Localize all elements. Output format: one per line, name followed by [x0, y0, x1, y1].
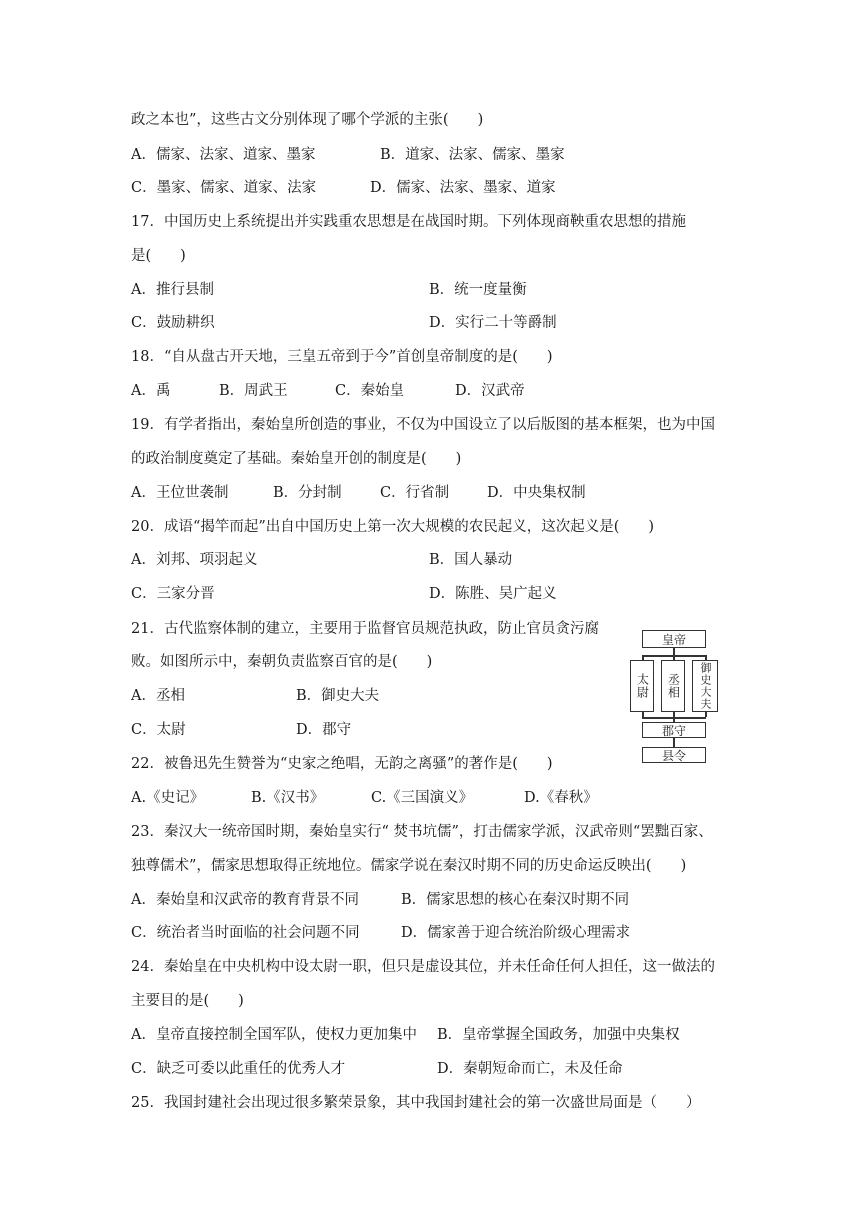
diagram-junshou-box: 郡守	[642, 722, 706, 738]
q22-option-c[interactable]: C.《三国演义》	[371, 790, 474, 806]
q16-option-d[interactable]: D．儒家、法家、墨家、道家	[370, 180, 556, 196]
q23-stem-line2: 独尊儒术”，儒家思想取得正统地位。儒家学说在秦汉时期不同的历史命运反映出( )	[131, 858, 687, 874]
q19-option-b[interactable]: B．分封制	[273, 485, 342, 501]
q17-option-b[interactable]: B．统一度量衡	[429, 282, 527, 298]
q20-option-d[interactable]: D．陈胜、吴广起义	[429, 586, 557, 602]
q24-stem-line2: 主要目的是( )	[131, 993, 244, 1009]
q20-option-a[interactable]: A．刘邦、项羽起义	[131, 552, 258, 568]
q17-option-a[interactable]: A．推行县制	[131, 282, 214, 298]
q19-stem-line2: 的政治制度奠定了基础。秦始皇开创的制度是( )	[131, 451, 462, 467]
q16-option-a[interactable]: A．儒家、法家、道家、墨家	[131, 147, 316, 163]
q16-option-c[interactable]: C．墨家、儒家、道家、法家	[131, 180, 317, 196]
q16-stem: 政之本也”，这些古文分别体现了哪个学派的主张( )	[131, 112, 484, 128]
qin-government-diagram	[628, 630, 720, 766]
q18-stem: 18．“自从盘古开天地，三皇五帝到于今”首创皇帝制度的是( )	[131, 349, 553, 365]
q24-option-c[interactable]: C．缺乏可委以此重任的优秀人才	[131, 1061, 346, 1077]
q16-option-b[interactable]: B．道家、法家、儒家、墨家	[380, 147, 565, 163]
q23-option-c[interactable]: C．统治者当时面临的社会问题不同	[131, 925, 360, 941]
diagram-yushidafu-box: 御史大夫	[692, 660, 718, 712]
q17-stem-line2: 是( )	[131, 248, 186, 264]
q22-option-b[interactable]: B.《汉书》	[251, 790, 325, 806]
q19-option-c[interactable]: C．行省制	[380, 485, 450, 501]
q21-stem-line2: 败。如图所示中，秦朝负责监察百官的是( )	[131, 654, 433, 670]
q21-option-b[interactable]: B．御史大夫	[296, 688, 380, 704]
diagram-xianling-box: 县令	[642, 747, 706, 763]
diagram-emperor-box: 皇帝	[642, 630, 706, 648]
q17-stem-line1: 17．中国历史上系统提出并实践重农思想是在战国时期。下列体现商鞅重农思想的措施	[131, 214, 686, 230]
q18-option-a[interactable]: A．禹	[131, 383, 171, 399]
q21-option-c[interactable]: C．太尉	[131, 722, 186, 738]
q17-option-d[interactable]: D．实行二十等爵制	[429, 315, 557, 331]
q18-option-d[interactable]: D．汉武帝	[455, 383, 525, 399]
q21-option-a[interactable]: A．丞相	[131, 688, 185, 704]
q23-option-b[interactable]: B．儒家思想的核心在秦汉时期不同	[401, 892, 630, 908]
q21-stem-line1: 21．古代监察体制的建立，主要用于监督官员规范执政，防止官员贪污腐	[131, 621, 599, 637]
q24-option-d[interactable]: D．秦朝短命而亡，未及任命	[437, 1061, 623, 1077]
q19-stem-line1: 19．有学者指出，秦始皇所创造的事业，不仅为中国设立了以后版图的基本框架，也为中国	[131, 417, 715, 433]
q20-option-b[interactable]: B．国人暴动	[429, 552, 513, 568]
q18-option-c[interactable]: C．秦始皇	[335, 383, 405, 399]
q21-option-d[interactable]: D．郡守	[296, 722, 352, 738]
q23-option-d[interactable]: D．儒家善于迎合统治阶级心理需求	[401, 925, 631, 941]
q24-option-a[interactable]: A．皇帝直接控制全国军队，使权力更加集中	[131, 1027, 417, 1043]
q19-option-d[interactable]: D．中央集权制	[487, 485, 586, 501]
q22-stem: 22．被鲁迅先生赞誉为“史家之绝唱，无韵之离骚”的著作是( )	[131, 756, 553, 772]
q20-option-c[interactable]: C．三家分晋	[131, 586, 215, 602]
diagram-chengxiang-box: 丞相	[661, 660, 685, 712]
q20-stem: 20．成语“揭竿而起”出自中国历史上第一次大规模的农民起义，这次起义是( )	[131, 519, 655, 535]
q25-stem: 25．我国封建社会出现过很多繁荣景象，其中我国封建社会的第一次盛世局面是（ ）	[131, 1095, 701, 1111]
q22-option-d[interactable]: D.《春秋》	[524, 790, 598, 806]
q18-option-b[interactable]: B．周武王	[219, 383, 288, 399]
q24-option-b[interactable]: B．皇帝掌握全国政务，加强中央集权	[437, 1027, 680, 1043]
q22-option-a[interactable]: A.《史记》	[131, 790, 205, 806]
diagram-taiwei-box: 太尉	[630, 660, 654, 712]
q23-stem-line1: 23．秦汉大一统帝国时期，秦始皇实行“ 焚书坑儒”，打击儒家学派，汉武帝则“罢黜百家、	[131, 824, 713, 840]
q23-option-a[interactable]: A．秦始皇和汉武帝的教育背景不同	[131, 892, 359, 908]
q17-option-c[interactable]: C．鼓励耕织	[131, 315, 215, 331]
q24-stem-line1: 24．秦始皇在中央机构中设太尉一职，但只是虚设其位，并未任命任何人担任，这一做法的	[131, 959, 715, 975]
q19-option-a[interactable]: A．王位世袭制	[131, 485, 229, 501]
